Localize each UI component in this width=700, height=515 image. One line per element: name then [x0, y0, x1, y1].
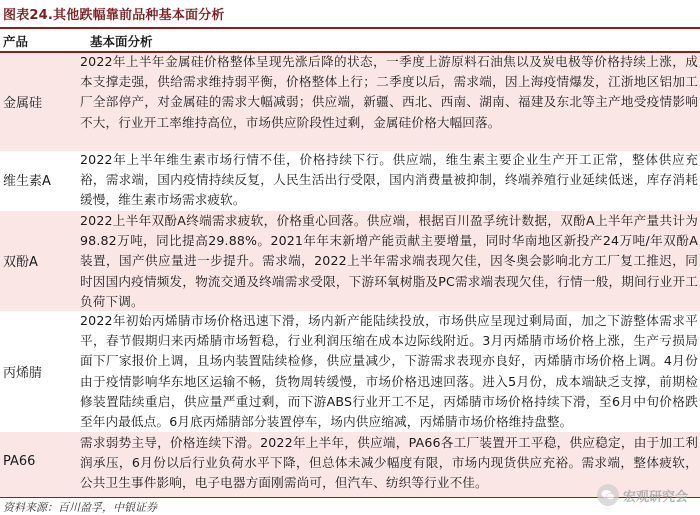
- table-row: [0, 53, 700, 151]
- watermark-text: 宏观研究会: [622, 489, 688, 505]
- table-header: [0, 29, 700, 51]
- header-analysis: 基本面分析: [90, 34, 153, 49]
- watermark: [597, 484, 688, 506]
- table-row: [0, 211, 700, 311]
- wechat-logo-icon: [597, 484, 619, 506]
- table-row: [0, 151, 700, 211]
- analysis-text: 2022年上半年金属硅价格整体呈现先涨后降的状态，一季度上游原料石油焦以及炭电极等价格持续上涨，成本支撑走强，供给需求维持弱平衡，价格整体上行；二季度以后，需求端，因上海疫情爆发，江浙地区铝加工厂全部停产，对金属硅的需求大幅减弱；供应端，新疆、西北、西南、湖南、福建及东北等主产地受疫情影响不大，行业开工率维持高位，市场供应阶段性过剩，金属硅价格大幅回落。: [80, 54, 698, 130]
- header-product: 产品: [3, 34, 29, 49]
- analysis-text: 需求弱势主导，价格连续下滑。2022年上半年，供应端，PA66各工厂装置开工平稳，供应稳定，由于加工利润承压，6月份以后行业负荷水平下降，但总体未减少幅度有限，市场内现货供应充裕。需求端，整体疲软，公共卫生事件影响，电子电器方面刚需尚可，但汽车、纺织等行业不佳。: [80, 435, 698, 491]
- product-name: PA66: [3, 454, 36, 469]
- table-bottom-divider: [0, 497, 700, 498]
- product-name: 维生素A: [3, 174, 51, 189]
- table-row: [0, 311, 700, 432]
- table-title: 图表24.其他跌幅靠前品种基本面分析: [3, 8, 225, 23]
- table-row: [0, 432, 700, 497]
- analysis-text: 2022年初始丙烯腈市场价格迅速下滑，场内新产能陆续投放，市场供应呈现过剩局面，加之下游整体需求平平，春节假期归来丙烯腈市场暂稳，行业利润压缩在成本边际线附近。3月丙烯腈市场价格上涨，生产亏损局面下厂家报价上调，且场内装置陆续检修，供应量减少，下游需求表现亦良好，丙烯腈市场价格上调。4月份由于疫情影响华东地区运输不畅，货物周转缓慢，市场价格迅速回落。进入5月份，成本端缺乏支撑，前期检修装置陆续重启，供应量严重过剩，而下游ABS行业开工不足，丙烯腈市场价格持续下滑，至6月中旬价格跌至年内最低点。6月底丙烯腈部分装置停车，场内供应缩减，丙烯腈市场价格维持盘整。: [80, 313, 698, 430]
- analysis-text: 2022年上半年维生素市场行情不佳，价格持续下行。供应端，维生素主要企业生产开工正常，整体供应充裕，需求端，国内疫情持续反复，人民生活出行受限，国内消费量被抑制，终端养殖行业延续低迷，库存消耗缓慢，维生素市场需求疲软。: [80, 152, 698, 208]
- analysis-text: 2022上半年双酚A终端需求疲软，价格重心回落。供应端，根据百川盈孚统计数据，双酚A上半年产量共计为98.82万吨，同比提高29.88%。2021年年末新增产能贡献主要增量，同时华南地区新投产24万吨/年双酚A装置，国产供应量进一步提升。需求端，2022上半年需求端表现欠佳，因冬奥会影响北方工厂复工推迟，同时因国内疫情频发，物流交通及终端需求受限，下游环氧树脂及PC需求端表现欠佳，行情一般，期间行业开工负荷下调。: [80, 213, 698, 309]
- product-name: 双酚A: [3, 255, 38, 270]
- source-note: 资料来源：百川盈孚，中银证券: [3, 501, 157, 514]
- product-name: 金属硅: [3, 96, 43, 111]
- product-name: 丙烯腈: [3, 366, 43, 381]
